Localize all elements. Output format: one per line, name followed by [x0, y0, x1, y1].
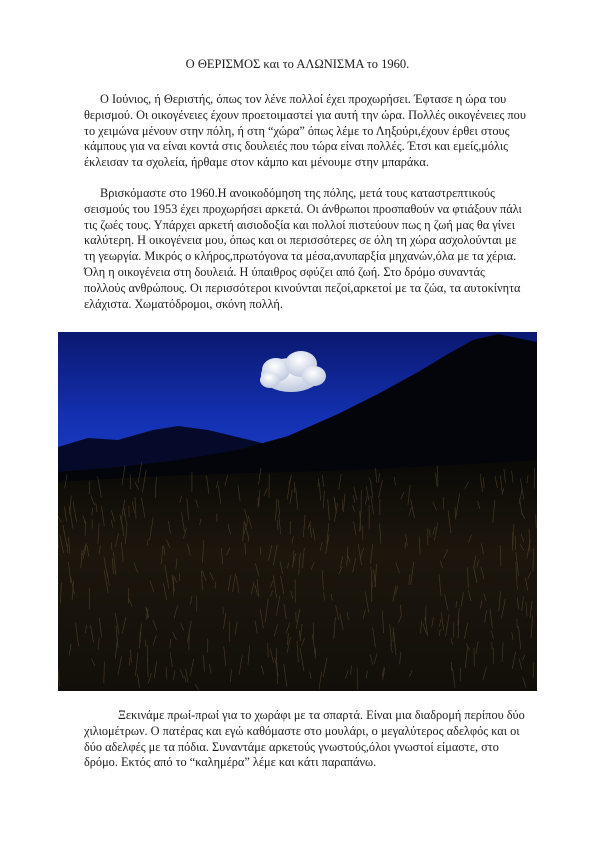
paragraph-2	[84, 186, 529, 312]
wheat-field	[58, 460, 537, 691]
wheat-stalk	[260, 547, 261, 555]
wheat-stalk	[512, 532, 513, 551]
paragraph-3-text: Ξεκινάμε πρωί-πρωί για το χωράφι με τα σπαρτά. Είναι μια διαδρομή περίπου δύο χιλιομέτρων. Ο πατέρας και εγώ καθόμαστε στο μουλάρι, ο μεγαλύτερος αδελφός και οι δύο αδελφές με τα πόδια. Συναντάμε αρκετούς γνωστούς,όλοι γνωστοί είμαστε, στο δρόμο. Εκτός από το “καλημέρα” λέμε και κάτι παραπάνω.	[84, 708, 525, 770]
paragraph-1	[84, 92, 529, 171]
wheat-stalk	[268, 643, 269, 657]
photo-scene	[58, 332, 537, 691]
paragraph-2-text: Βρισκόμαστε στο 1960.Η ανοικοδόμηση της πόλης, μετά τους καταστρεπτικούς σεισμούς του 1953 έχει προχωρήσει αρκετά. Οι άνθρωποι προσπαθούν να φτιάξουν πάλι τις ζωές τους. Υπάρχει αρκετή αισιοδοξία και πολλοί πιστεύουν πως η ζωή μας θα γίνει καλύτερη. Η οικογένεια μου, όπως και οι περισσότερες σε όλη τη χώρα ασχολούνται με τη γεωργία. Μικρός ο κλήρος,πρωτόγονα τα μέσα,ανυπαρξία μηχανών,όλα με τα χέρια. Όλη η οικογένεια στη δουλειά. Η ύπαιθρος σφύζει από ζωή. Στο δρόμο συναντάς πολλούς ανθρώπους. Οι περισσότεροι κινούνται πεζοί,αρκετοί με τα ζώα, τα αυτοκίνητα ελάχιστα. Χωματόδρομοι, σκόνη πολλή.	[84, 186, 522, 311]
wheat-stalk	[245, 543, 246, 555]
document-title: Ο ΘΕΡΙΣΜΟΣ και το ΑΛΩΝΙΣΜΑ το 1960.	[185, 57, 410, 71]
wheat-stalk	[443, 497, 444, 509]
wheat-stalk	[189, 630, 190, 651]
wheat-field-photo	[58, 332, 537, 691]
wheat-stalk	[148, 658, 149, 677]
paragraph-1-text: Ο Ιούνιος, ή Θεριστής, όπως τον λένε πολλοί έχει προχωρήσει. Έφτασε η ώρα του θερισμού. Οι οικογένειες έχουν προετοιμαστεί για αυτή την ώρα. Πολλές οικογένειες που το χειμώνα μένουν στην πόλη, ή στη “χώρα” όπως λέμε το Ληξούρι,έχουν έρθει στους κάμπους για να είναι κοντά στις δουλειές που τώρα είναι πολλές. Έτσι και εμείς,μόλις έκλεισαν τα σχολεία, ήρθαμε στον κάμπο και μένουμε στην μπαράκα.	[84, 92, 526, 170]
wheat-stalk	[536, 515, 537, 528]
paragraph-3	[84, 708, 529, 771]
